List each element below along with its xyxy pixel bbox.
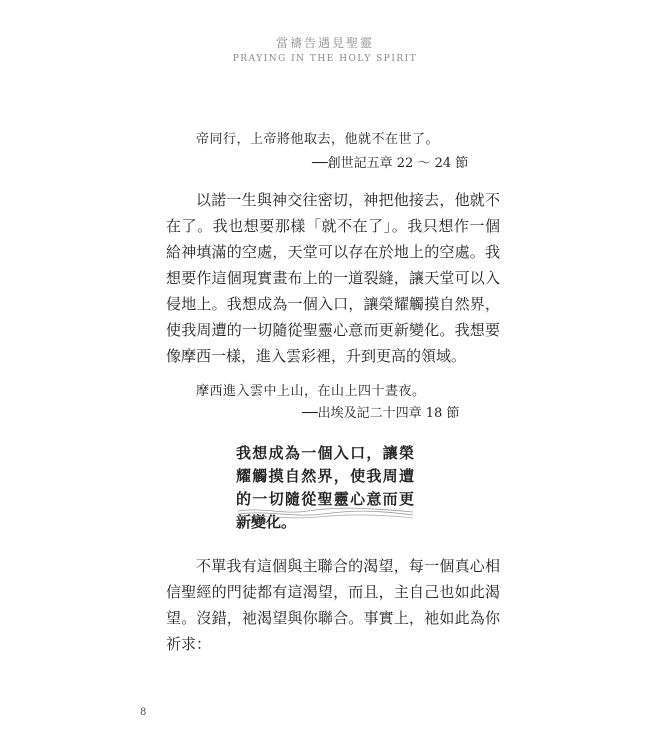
paragraph-text-2: 不單我有這個與主聯合的渴望，每一個真心相信聖經的門徒都有這渴望，而且，主自己也如此渴望。沒錯，祂渴望與你聯合。事實上，祂如此為你祈求： [166, 557, 500, 653]
running-header [0, 34, 650, 64]
scripture-quote-2: 摩西進入雲中上山，在山上四十晝夜。 [196, 384, 426, 399]
paragraph-text-1: 以諾一生與神交往密切，神把他接去，他就不在了。我也想要那樣「就不在了」。我只想作一個給神填滿的空處，天堂可以存在於地上的空處。我想要作這個現實畫布上的一道裂縫，讓天堂可以入侵地上。我想成為一個入口，讓榮耀觸摸自然界，使我周遭的一切隨從聖靈心意而更新變化。我想要像摩西一樣，進入雲彩裡，升到更高的領域。 [166, 191, 500, 365]
body-paragraph-2 [166, 553, 500, 657]
scripture-citation-1: ──創世記五章 22 ～ 24 節 [312, 156, 469, 171]
scripture-quote-1: 帝同行，上帝將他取去，他就不在世了。 [196, 132, 440, 147]
page-number: 8 [140, 707, 147, 718]
body-paragraph-1 [166, 187, 500, 369]
header-title-english: PRAYING IN THE HOLY SPIRIT [232, 54, 418, 64]
scripture-citation-2: ──出埃及記二十四章 18 節 [302, 406, 460, 421]
wave-ornament [238, 505, 413, 521]
header-title-chinese: 當禱告遇見聖靈 [275, 36, 374, 50]
pull-quote: 我想成為一個入口，讓榮耀觸摸自然界，使我周遭的一切隨從聖靈心意而更新變化。 [236, 444, 414, 531]
